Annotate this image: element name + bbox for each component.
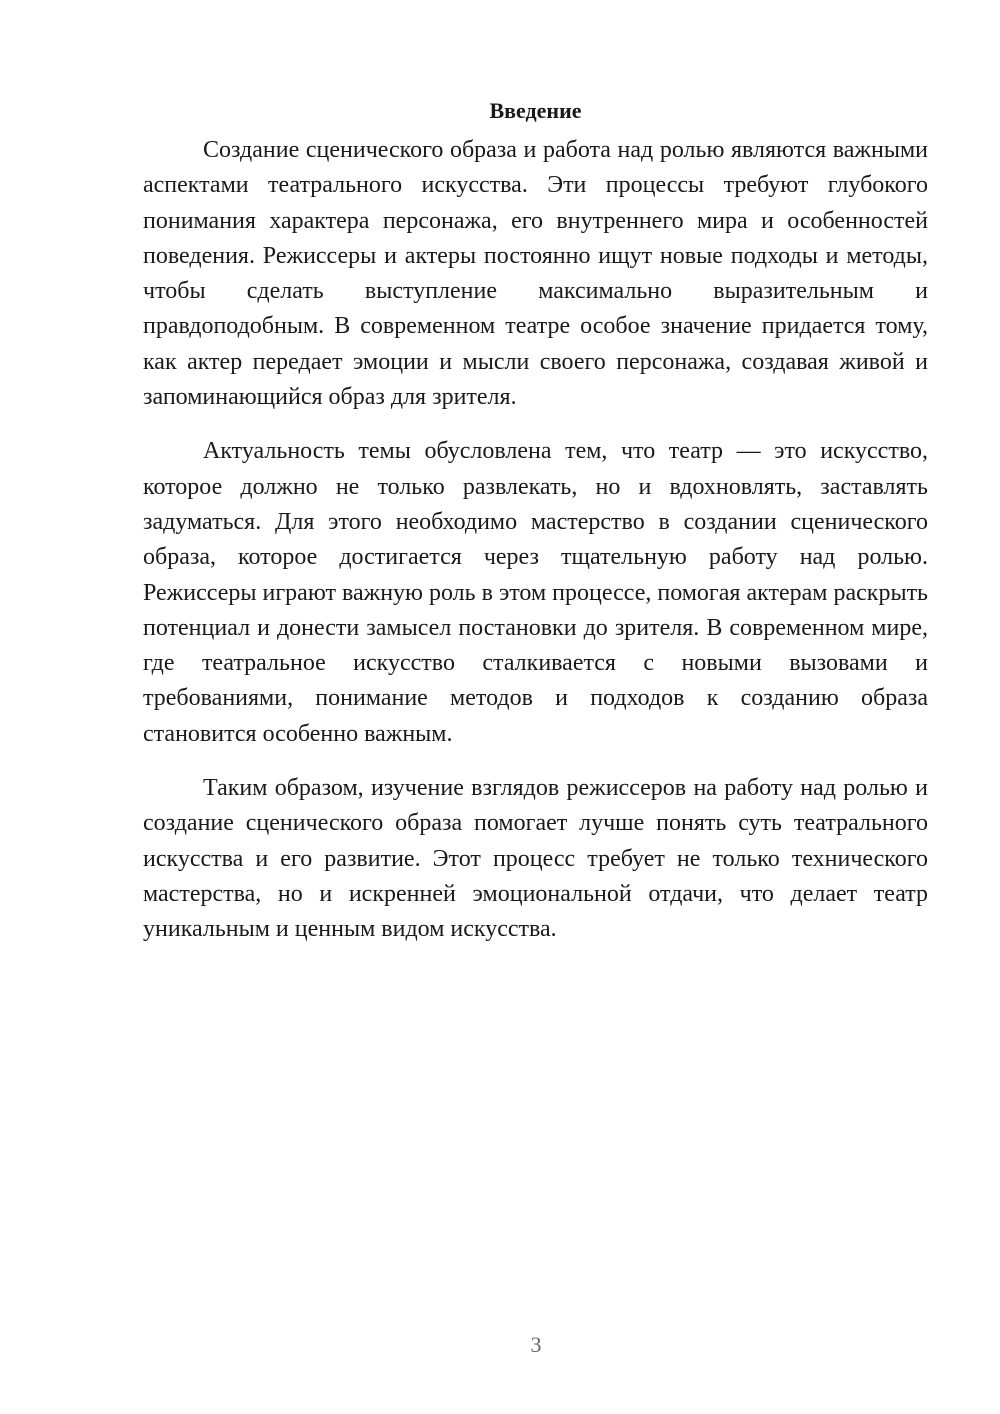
- paragraph-1: Создание сценического образа и работа над ролью являются важными аспектами театрального искусства. Эти процессы требуют глубокого понимания характера персонажа, его внутреннего мира и особенностей поведения. Режиссеры и актеры постоянно ищут новые подходы и методы, чтобы сделать выступление максимально выразительным и правдоподобным. В современном театре особое значение придается тому, как актер передает эмоции и мысли своего персонажа, создавая живой и запоминающийся образ для зрителя.: [143, 137, 928, 411]
- paragraph-2: Актуальность темы обусловлена тем, что театр — это искусство, которое должно не только развлекать, но и вдохновлять, заставлять задуматься. Для этого необходимо мастерство в создании сценического образа, которое достигается через тщательную работу над ролью. Режиссеры играют важную роль в этом процессе, помогая актерам раскрыть потенциал и донести замысел постановки до зрителя. В современном мире, где театральное искусство сталкивается с новыми вызовами и требованиями, понимание методов и подходов к созданию образа становится особенно важным.: [143, 438, 928, 747]
- document-body: [143, 93, 928, 967]
- paragraph-3: Таким образом, изучение взглядов режиссеров на работу над ролью и создание сценического образа помогает лучше понять суть театрального искусства и его развитие. Этот процесс требует не только технического мастерства, но и искренней эмоциональной отдачи, что делает театр уникальным и ценным видом искусства.: [143, 775, 928, 943]
- page-number: 3: [530, 1332, 542, 1357]
- section-title: Введение: [489, 98, 582, 123]
